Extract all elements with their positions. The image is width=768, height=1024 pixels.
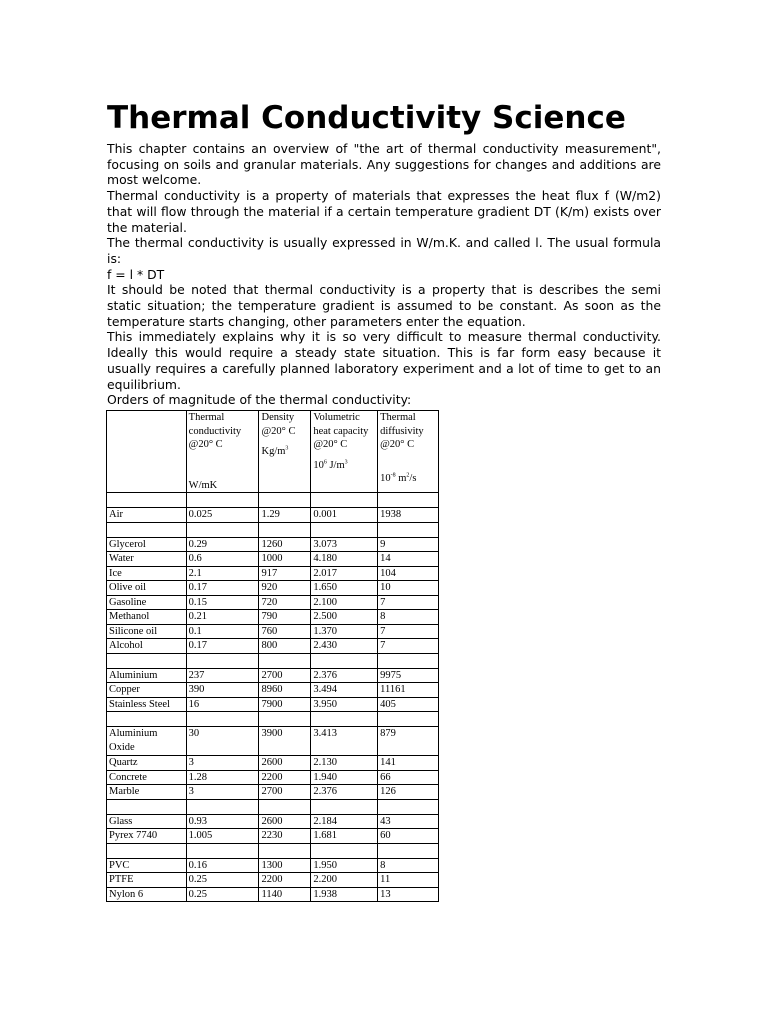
cell-diffusivity: 8 <box>378 858 439 873</box>
spacer-cell <box>311 522 378 537</box>
spacer-cell <box>311 493 378 508</box>
cell-density: 720 <box>259 595 311 610</box>
cell-diffusivity: 141 <box>378 756 439 771</box>
paragraph-semi-static: It should be noted that thermal conductivity is a property that is describes the semi static situation; the temperature gradient is assumed to be constant. As soon as the temperature starts changing, other parameters enter the equation. <box>107 282 661 329</box>
table-row <box>107 873 439 888</box>
cell-material: Pyrex 7740 <box>107 829 187 844</box>
cell-density: 8960 <box>259 683 311 698</box>
formula: f = l * DT <box>107 266 165 282</box>
cell-density: 760 <box>259 624 311 639</box>
table-row <box>107 639 439 654</box>
table-row <box>107 770 439 785</box>
cell-conductivity: 0.17 <box>186 639 259 654</box>
cell-heat-capacity: 1.681 <box>311 829 378 844</box>
cell-material: Olive oil <box>107 581 187 596</box>
cell-material: PVC <box>107 858 187 873</box>
cell-conductivity: 2.1 <box>186 566 259 581</box>
table-spacer-row <box>107 522 439 537</box>
cell-conductivity: 0.1 <box>186 624 259 639</box>
header-density-unit: $Kg/m^3$ <box>261 445 289 457</box>
cell-conductivity: 390 <box>186 683 259 698</box>
cell-density: 2230 <box>259 829 311 844</box>
cell-conductivity: 0.25 <box>186 887 259 902</box>
cell-conductivity: 30 <box>186 727 259 756</box>
cell-diffusivity: 14 <box>378 552 439 567</box>
cell-diffusivity: 10 <box>378 581 439 596</box>
cell-density: 2600 <box>259 756 311 771</box>
body-text <box>107 141 661 408</box>
table-row <box>107 814 439 829</box>
table-row <box>107 858 439 873</box>
cell-diffusivity: 9975 <box>378 668 439 683</box>
cell-material: Stainless Steel <box>107 697 187 712</box>
cell-diffusivity: 7 <box>378 639 439 654</box>
cell-diffusivity: 8 <box>378 610 439 625</box>
spacer-cell <box>378 493 439 508</box>
spacer-cell <box>186 799 259 814</box>
cell-diffusivity: 43 <box>378 814 439 829</box>
cell-diffusivity: 104 <box>378 566 439 581</box>
table-spacer-row <box>107 843 439 858</box>
spacer-cell <box>311 653 378 668</box>
cell-heat-capacity: 0.001 <box>311 508 378 523</box>
spacer-cell <box>186 843 259 858</box>
header-diffusivity-unit: $10^{-8}$ $m^2/s$ <box>380 472 417 484</box>
spacer-cell <box>378 843 439 858</box>
paragraph-intro: This chapter contains an overview of "the art of thermal conductivity measurement", focusing on soils and granular materials. Any suggestions for changes and additions are most welcome. <box>107 141 661 188</box>
table-body <box>107 411 439 902</box>
cell-material: Aluminium <box>107 668 187 683</box>
table-row <box>107 683 439 698</box>
table-spacer-row <box>107 653 439 668</box>
spacer-cell <box>311 843 378 858</box>
cell-density: 1000 <box>259 552 311 567</box>
cell-conductivity: 0.25 <box>186 873 259 888</box>
header-conductivity: Thermal conductivity @20° C W/mK <box>186 411 259 493</box>
spacer-cell <box>107 712 187 727</box>
table-row <box>107 727 439 756</box>
cell-heat-capacity: 2.184 <box>311 814 378 829</box>
table-row <box>107 610 439 625</box>
cell-material: Aluminium Oxide <box>107 727 187 756</box>
table-row <box>107 829 439 844</box>
cell-material: PTFE <box>107 873 187 888</box>
cell-conductivity: 1.28 <box>186 770 259 785</box>
table-row <box>107 887 439 902</box>
page-title: Thermal Conductivity Science <box>107 100 626 136</box>
spacer-cell <box>107 493 187 508</box>
cell-density: 1260 <box>259 537 311 552</box>
cell-heat-capacity: 2.500 <box>311 610 378 625</box>
cell-material: Copper <box>107 683 187 698</box>
cell-density: 2200 <box>259 770 311 785</box>
cell-diffusivity: 9 <box>378 537 439 552</box>
cell-conductivity: 0.025 <box>186 508 259 523</box>
cell-conductivity: 0.6 <box>186 552 259 567</box>
cell-conductivity: 1.005 <box>186 829 259 844</box>
header-material <box>107 411 187 493</box>
cell-material: Concrete <box>107 770 187 785</box>
table-row <box>107 668 439 683</box>
table-row <box>107 581 439 596</box>
cell-conductivity: 237 <box>186 668 259 683</box>
table-header-row <box>107 411 439 493</box>
cell-conductivity: 0.29 <box>186 537 259 552</box>
cell-heat-capacity: 4.180 <box>311 552 378 567</box>
table-row <box>107 595 439 610</box>
spacer-cell <box>186 493 259 508</box>
cell-density: 790 <box>259 610 311 625</box>
cell-density: 800 <box>259 639 311 654</box>
cell-heat-capacity: 1.940 <box>311 770 378 785</box>
table-row <box>107 624 439 639</box>
cell-heat-capacity: 2.200 <box>311 873 378 888</box>
table-spacer-row <box>107 799 439 814</box>
header-diffusivity: Thermal diffusivity @20° C $10^{-8}$ $m^2/s$ <box>378 411 439 493</box>
cell-material: Water <box>107 552 187 567</box>
thermal-properties-table <box>106 410 439 902</box>
cell-heat-capacity: 3.073 <box>311 537 378 552</box>
table-caption: Orders of magnitude of the thermal conductivity: <box>107 392 412 408</box>
spacer-cell <box>378 799 439 814</box>
cell-material: Methanol <box>107 610 187 625</box>
cell-conductivity: 0.16 <box>186 858 259 873</box>
cell-heat-capacity: 2.430 <box>311 639 378 654</box>
cell-heat-capacity: 1.650 <box>311 581 378 596</box>
cell-density: 2700 <box>259 785 311 800</box>
cell-density: 7900 <box>259 697 311 712</box>
cell-material: Quartz <box>107 756 187 771</box>
cell-diffusivity: 7 <box>378 595 439 610</box>
cell-diffusivity: 11161 <box>378 683 439 698</box>
spacer-cell <box>311 799 378 814</box>
spacer-cell <box>378 653 439 668</box>
spacer-cell <box>259 522 311 537</box>
cell-diffusivity: 66 <box>378 770 439 785</box>
table-row <box>107 552 439 567</box>
spacer-cell <box>107 522 187 537</box>
table-row <box>107 697 439 712</box>
cell-density: 2700 <box>259 668 311 683</box>
cell-conductivity: 16 <box>186 697 259 712</box>
cell-heat-capacity: 1.370 <box>311 624 378 639</box>
cell-conductivity: 3 <box>186 756 259 771</box>
paragraph-units: The thermal conductivity is usually expressed in W/m.K. and called l. The usual formula is: <box>107 235 661 266</box>
cell-diffusivity: 879 <box>378 727 439 756</box>
cell-diffusivity: 1938 <box>378 508 439 523</box>
cell-heat-capacity: 3.494 <box>311 683 378 698</box>
cell-material: Alcohol <box>107 639 187 654</box>
table-row <box>107 756 439 771</box>
table-row <box>107 566 439 581</box>
cell-conductivity: 0.93 <box>186 814 259 829</box>
spacer-cell <box>378 522 439 537</box>
paragraph-definition: Thermal conductivity is a property of materials that expresses the heat flux f (W/m2) that will flow through the material if a certain temperature gradient DT (K/m) exists over the material. <box>107 188 661 235</box>
cell-density: 1.29 <box>259 508 311 523</box>
spacer-cell <box>259 712 311 727</box>
paragraph-measurement: This immediately explains why it is so very difficult to measure thermal conductivity. Ideally this would require a steady state situation. This is far form easy because it usually requires a carefully planned laboratory experiment and a lot of time to get to an equilibrium. <box>107 329 661 392</box>
table-row <box>107 508 439 523</box>
cell-heat-capacity: 2.017 <box>311 566 378 581</box>
cell-density: 3900 <box>259 727 311 756</box>
cell-density: 1300 <box>259 858 311 873</box>
cell-conductivity: 0.15 <box>186 595 259 610</box>
cell-diffusivity: 11 <box>378 873 439 888</box>
cell-heat-capacity: 2.376 <box>311 785 378 800</box>
spacer-cell <box>378 712 439 727</box>
header-heat-capacity-unit: $10^6$ $J/m^3$ <box>313 459 348 471</box>
spacer-cell <box>259 653 311 668</box>
cell-material: Glass <box>107 814 187 829</box>
table-row <box>107 785 439 800</box>
cell-heat-capacity: 2.376 <box>311 668 378 683</box>
spacer-cell <box>259 843 311 858</box>
cell-density: 920 <box>259 581 311 596</box>
cell-conductivity: 0.17 <box>186 581 259 596</box>
spacer-cell <box>186 712 259 727</box>
cell-material: Air <box>107 508 187 523</box>
cell-heat-capacity: 3.413 <box>311 727 378 756</box>
spacer-cell <box>107 653 187 668</box>
cell-density: 917 <box>259 566 311 581</box>
cell-conductivity: 0.21 <box>186 610 259 625</box>
cell-heat-capacity: 3.950 <box>311 697 378 712</box>
spacer-cell <box>186 653 259 668</box>
cell-conductivity: 3 <box>186 785 259 800</box>
table-spacer-row <box>107 493 439 508</box>
header-conductivity-unit: W/mK <box>188 479 218 491</box>
cell-density: 1140 <box>259 887 311 902</box>
spacer-cell <box>259 493 311 508</box>
header-heat-capacity: Volumetric heat capacity @20° C $10^6$ $J/m^3$ <box>311 411 378 493</box>
cell-material: Marble <box>107 785 187 800</box>
cell-density: 2200 <box>259 873 311 888</box>
header-density: Density @20° C $Kg/m^3$ <box>259 411 311 493</box>
cell-material: Nylon 6 <box>107 887 187 902</box>
cell-material: Ice <box>107 566 187 581</box>
table-row <box>107 537 439 552</box>
spacer-cell <box>107 799 187 814</box>
spacer-cell <box>107 843 187 858</box>
cell-diffusivity: 7 <box>378 624 439 639</box>
spacer-cell <box>186 522 259 537</box>
cell-heat-capacity: 2.130 <box>311 756 378 771</box>
table-spacer-row <box>107 712 439 727</box>
cell-heat-capacity: 2.100 <box>311 595 378 610</box>
cell-material: Silicone oil <box>107 624 187 639</box>
cell-material: Glycerol <box>107 537 187 552</box>
cell-material: Gasoline <box>107 595 187 610</box>
cell-density: 2600 <box>259 814 311 829</box>
cell-heat-capacity: 1.938 <box>311 887 378 902</box>
cell-diffusivity: 405 <box>378 697 439 712</box>
cell-heat-capacity: 1.950 <box>311 858 378 873</box>
cell-diffusivity: 60 <box>378 829 439 844</box>
spacer-cell <box>311 712 378 727</box>
cell-diffusivity: 126 <box>378 785 439 800</box>
cell-diffusivity: 13 <box>378 887 439 902</box>
spacer-cell <box>259 799 311 814</box>
